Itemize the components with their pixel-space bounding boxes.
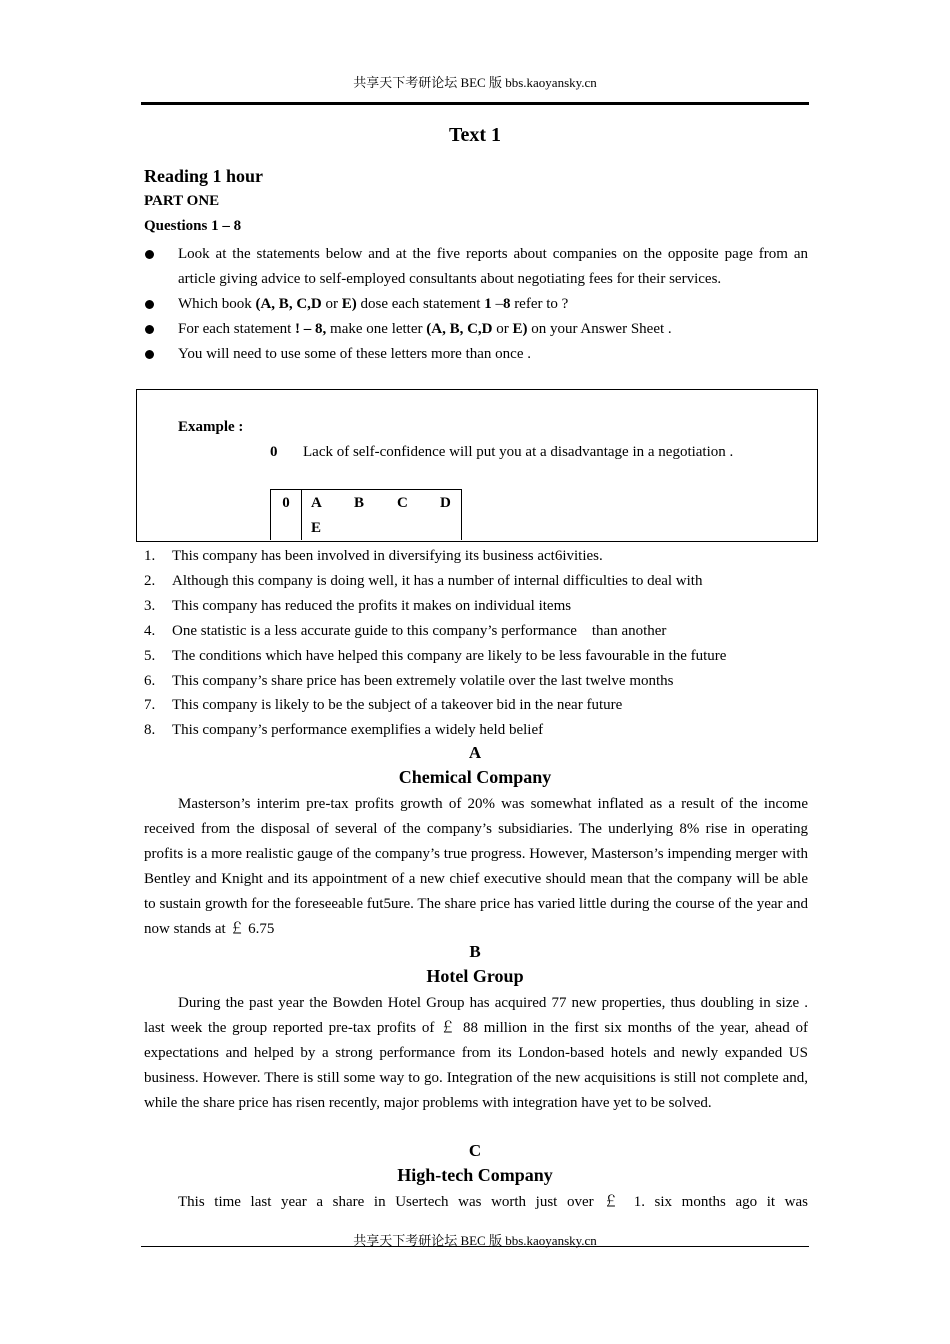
- statement-text: This company has reduced the profits it makes on individual items: [172, 597, 572, 614]
- instruction-item: [144, 342, 808, 367]
- report-letter: A: [468, 743, 482, 762]
- report-name: High-tech Company: [397, 1165, 553, 1185]
- instruction-bold: (A, B, C,D: [255, 296, 322, 312]
- instruction-bold: E): [341, 296, 357, 312]
- statement-item: [144, 569, 824, 594]
- instruction-text: Which book: [178, 296, 256, 312]
- bullet-icon: [145, 300, 154, 309]
- example-box: [136, 389, 818, 542]
- bullet-icon: [145, 250, 154, 259]
- page-header: 共享天下考研论坛 BEC 版 bbs.kaoyansky.cn: [353, 75, 597, 90]
- statements-list: [144, 544, 824, 743]
- report-paragraph: Masterson’s interim pre-tax profits growth of 20% was somewhat inflated as a result of the income received from the disposal of several of the company’s subsidiaries. The underlying 8% rise in operating profits is a more realistic gauge of the company’s true progress. However, Masterson’s impending merger with Bentley and Knight and its appointment of a new chief executive should mean that the company will be able to sustain growth for the foreseeable fut5ure. The share price has varied little during the course of the year and now stands at ￡ 6.75: [144, 796, 808, 937]
- report-paragraph: This time last year a share in Usertech was worth just over ￡ 1. six months ago it was: [178, 1194, 808, 1210]
- report-letter: B: [469, 942, 481, 961]
- bullet-icon: [145, 325, 154, 334]
- statement-item: [144, 619, 824, 644]
- statement-item: [144, 644, 824, 669]
- header-rule: [141, 102, 809, 105]
- statement-item: [144, 718, 824, 743]
- statement-number: 7.: [144, 697, 156, 714]
- example-number: 0: [270, 444, 278, 460]
- instruction-text: make one letter: [326, 321, 427, 337]
- statement-number: 6.: [144, 672, 156, 689]
- statement-text: Although this company is doing well, it has a number of internal difficulties to deal with: [172, 572, 703, 589]
- report-name: Hotel Group: [426, 966, 524, 986]
- instruction-text: or: [492, 321, 513, 337]
- answer-letter: E: [311, 520, 322, 536]
- statement-item: [144, 693, 824, 718]
- answer-letter: B: [354, 495, 365, 511]
- statement-item: [144, 594, 824, 619]
- instruction-bold: (A, B, C,D: [426, 321, 493, 337]
- statement-item: [144, 544, 824, 569]
- instruction-item: [144, 292, 808, 317]
- report-paragraph: During the past year the Bowden Hotel Group has acquired 77 new properties, thus doubling in size . last week the group reported pre-tax profits of ￡ 88 million in the first six months of the year, ahead of expectations and helped by a strong performance from its London-based hotels and newly expanded US business. However. There is still some way to go. Integration of the new acquisitions is still not complete and, while the share price has risen recently, major problems with integration have yet to be solved.: [144, 995, 808, 1111]
- footer-rule: [141, 1246, 809, 1247]
- statement-number: 3.: [144, 597, 156, 614]
- instruction-text: dose each statement: [356, 296, 485, 312]
- report-name: Chemical Company: [398, 767, 552, 787]
- part-heading: PART ONE: [144, 193, 220, 209]
- instruction-text: or: [321, 296, 342, 312]
- instruction-item: [144, 317, 808, 342]
- statement-text: This company’s share price has been extremely volatile over the last twelve months: [172, 672, 674, 689]
- instruction-bold: 8: [502, 296, 511, 312]
- instruction-text: Look at the statements below and at the five reports about companies on the opposite page from an article giving advice to self-employed consultants about negotiating fees for their services.: [178, 246, 808, 287]
- answer-letter: C: [397, 495, 408, 511]
- statement-item: [144, 669, 824, 694]
- answer-letter: A: [311, 495, 322, 511]
- statement-text: This company’s performance exemplifies a widely held belief: [172, 722, 544, 739]
- example-answer-box: [270, 489, 462, 540]
- statement-text: The conditions which have helped this company are likely to be less favourable in the future: [172, 647, 727, 664]
- instruction-text: refer to ?: [510, 296, 569, 312]
- instruction-text: For each statement: [178, 321, 296, 337]
- instruction-text: –: [491, 296, 503, 312]
- page-footer: 共享天下考研论坛 BEC 版 bbs.kaoyansky.cn: [353, 1233, 597, 1248]
- statement-number: 4.: [144, 622, 156, 639]
- answer-number-cell: 0: [271, 490, 302, 540]
- instruction-item: [144, 242, 808, 292]
- statement-text: This company is likely to be the subject of a takeover bid in the near future: [172, 697, 623, 714]
- statement-text: This company has been involved in diversifying its business act6ivities.: [172, 548, 603, 564]
- instruction-text: You will need to use some of these letters more than once .: [178, 346, 531, 362]
- document-title: Text 1: [448, 124, 502, 146]
- statement-number: 8.: [144, 722, 156, 739]
- questions-range: Questions 1 – 8: [144, 218, 242, 234]
- statement-number: 1.: [144, 548, 156, 564]
- section-title: Reading 1 hour: [144, 166, 264, 186]
- statement-text: One statistic is a less accurate guide to this company’s performance than another: [172, 622, 667, 639]
- instructions-list: [144, 242, 808, 367]
- statement-number: 2.: [144, 572, 156, 589]
- instruction-text: on your Answer Sheet .: [527, 321, 672, 337]
- instruction-bold: ! – 8,: [295, 321, 327, 337]
- example-label: Example :: [178, 419, 244, 435]
- answer-letter: D: [440, 495, 451, 511]
- statement-number: 5.: [144, 647, 156, 664]
- instruction-bold: 1: [484, 296, 492, 312]
- report-letter: C: [468, 1141, 482, 1160]
- example-text: Lack of self-confidence will put you at a disadvantage in a negotiation .: [303, 444, 734, 460]
- bullet-icon: [145, 350, 154, 359]
- instruction-bold: E): [512, 321, 528, 337]
